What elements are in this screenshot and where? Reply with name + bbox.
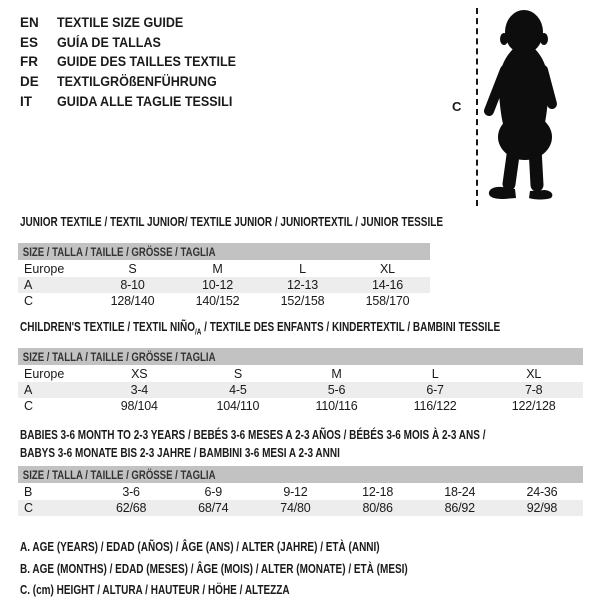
language-title: TEXTILE SIZE GUIDE xyxy=(57,15,184,31)
table-cell: S xyxy=(128,261,137,276)
table-cell: 12-18 xyxy=(362,484,394,499)
table-cell: 158/170 xyxy=(365,294,410,308)
table-cell: 110/116 xyxy=(315,399,358,413)
table-cell: 3-6 xyxy=(122,484,140,499)
language-list xyxy=(20,13,250,111)
language-row-de xyxy=(20,72,250,92)
row-label: Europe xyxy=(24,261,65,276)
table-cell: M xyxy=(331,366,342,381)
table-cell: 9-12 xyxy=(283,484,308,499)
table-cell: 62/68 xyxy=(115,501,147,515)
language-title: GUIDE DES TAILLES TEXTILE xyxy=(57,54,237,70)
language-code: EN xyxy=(20,15,39,31)
table-row xyxy=(18,260,430,277)
language-title: GUÍA DE TALLAS xyxy=(57,34,161,50)
table-cell: 116/122 xyxy=(413,399,457,413)
table-cell: XL xyxy=(526,366,542,381)
children-title-post: / TEXTILE DES ENFANTS / KINDERTEXTIL / BAMBINI TESSILE xyxy=(201,320,501,334)
table-row xyxy=(18,382,583,398)
table-cell: 140/152 xyxy=(195,294,240,308)
table-cell: 3-4 xyxy=(130,383,149,397)
size-header-label: SIZE / TALLA / TAILLE / GRÖSSE / TAGLIA xyxy=(22,467,216,482)
table-cell: 18-24 xyxy=(444,484,476,499)
table-cell: 14-16 xyxy=(372,278,403,292)
size-header-label: SIZE / TALLA / TAILLE / GRÖSSE / TAGLIA xyxy=(22,244,216,259)
table-cell: 122/128 xyxy=(511,399,556,413)
table-row xyxy=(18,483,583,500)
table-cell: 6-7 xyxy=(426,383,444,397)
row-label: C xyxy=(24,501,34,515)
table-cell: 68/74 xyxy=(198,501,229,515)
table-cell: 98/104 xyxy=(120,399,158,413)
language-row-it xyxy=(20,91,250,111)
note-b: B. AGE (MONTHS) / EDAD (MESES) / ÂGE (MOIS) / ALTER (MONATE) / ETÀ (MESI) xyxy=(20,561,408,576)
babies-section-title xyxy=(20,427,485,462)
table-cell: 80/86 xyxy=(362,501,393,515)
table-cell: 6-9 xyxy=(204,484,222,499)
row-label: Europe xyxy=(24,366,65,381)
language-row-es xyxy=(20,33,250,53)
row-label: A xyxy=(24,278,33,292)
table-row xyxy=(18,277,430,293)
size-header-row xyxy=(18,466,583,483)
language-title: GUIDA ALLE TAGLIE TESSILI xyxy=(57,93,233,109)
language-row-fr xyxy=(20,52,250,72)
row-label: B xyxy=(24,484,33,499)
table-cell: 74/80 xyxy=(280,501,311,515)
language-row-en xyxy=(20,13,250,33)
note-a: A. AGE (YEARS) / EDAD (AÑOS) / ÂGE (ANS) / ALTER (JAHRE) / ETÀ (ANNI) xyxy=(20,540,380,554)
babies-title-line1: BABIES 3-6 MONTH TO 2-3 YEARS / BEBÉS 3-6 MESES A 2-3 AÑOS / BÉBÉS 3-6 MOIS À 2-3 ANS / xyxy=(20,428,486,442)
row-label: A xyxy=(24,383,33,397)
row-label: C xyxy=(24,399,34,413)
table-cell: 86/92 xyxy=(444,501,475,515)
children-section-title xyxy=(20,320,500,337)
size-header-label: SIZE / TALLA / TAILLE / GRÖSSE / TAGLIA xyxy=(22,349,216,364)
language-code: IT xyxy=(20,93,32,109)
children-title-pre: CHILDREN'S TEXTILE / TEXTIL NIÑO xyxy=(20,320,195,334)
language-code: ES xyxy=(20,34,39,50)
language-code: FR xyxy=(20,54,38,70)
table-cell: 5-6 xyxy=(327,383,346,397)
table-cell: XL xyxy=(380,261,395,276)
row-label: C xyxy=(24,294,34,308)
table-cell: S xyxy=(233,366,242,381)
table-cell: 104/110 xyxy=(216,399,260,413)
table-row xyxy=(18,500,583,516)
size-header-row xyxy=(18,243,430,260)
junior-section-title: JUNIOR TEXTILE / TEXTIL JUNIOR/ TEXTILE JUNIOR / JUNIORTEXTIL / JUNIOR TESSILE xyxy=(20,215,444,229)
table-cell: 152/158 xyxy=(280,294,325,308)
table-cell: 4-5 xyxy=(229,383,247,397)
table-cell: 24-36 xyxy=(526,484,558,499)
footnotes xyxy=(20,537,505,602)
language-title: TEXTILGRÖßENFÜHRUNG xyxy=(57,74,217,90)
table-cell: 7-8 xyxy=(524,383,543,397)
table-cell: 10-12 xyxy=(202,278,233,292)
babies-size-table xyxy=(18,466,583,516)
table-cell: 8-10 xyxy=(120,278,145,292)
table-cell: XS xyxy=(131,366,148,381)
height-measure-dashed-line xyxy=(476,8,478,206)
table-cell: L xyxy=(431,366,439,381)
babies-title-line2: BABYS 3-6 MONATE BIS 2-3 JAHRE / BAMBINI 3-6 MESI A 2-3 ANNI xyxy=(20,445,340,460)
language-code: DE xyxy=(20,74,39,90)
junior-size-table xyxy=(18,243,430,309)
height-measure-label: C xyxy=(452,99,462,114)
table-cell: M xyxy=(212,261,223,276)
baby-silhouette-icon xyxy=(482,8,564,202)
table-cell: 128/140 xyxy=(110,294,155,308)
table-row xyxy=(18,365,583,382)
table-cell: L xyxy=(299,261,306,276)
table-row xyxy=(18,398,583,414)
table-row xyxy=(18,293,430,309)
note-c: C. (cm) HEIGHT / ALTURA / HAUTEUR / HÖHE / ALTEZZA xyxy=(20,583,290,597)
size-header-row xyxy=(18,348,583,365)
table-cell: 92/98 xyxy=(526,501,558,515)
children-size-table xyxy=(18,348,583,414)
table-cell: 12-13 xyxy=(287,278,318,292)
children-title-sub: /A xyxy=(194,327,202,337)
